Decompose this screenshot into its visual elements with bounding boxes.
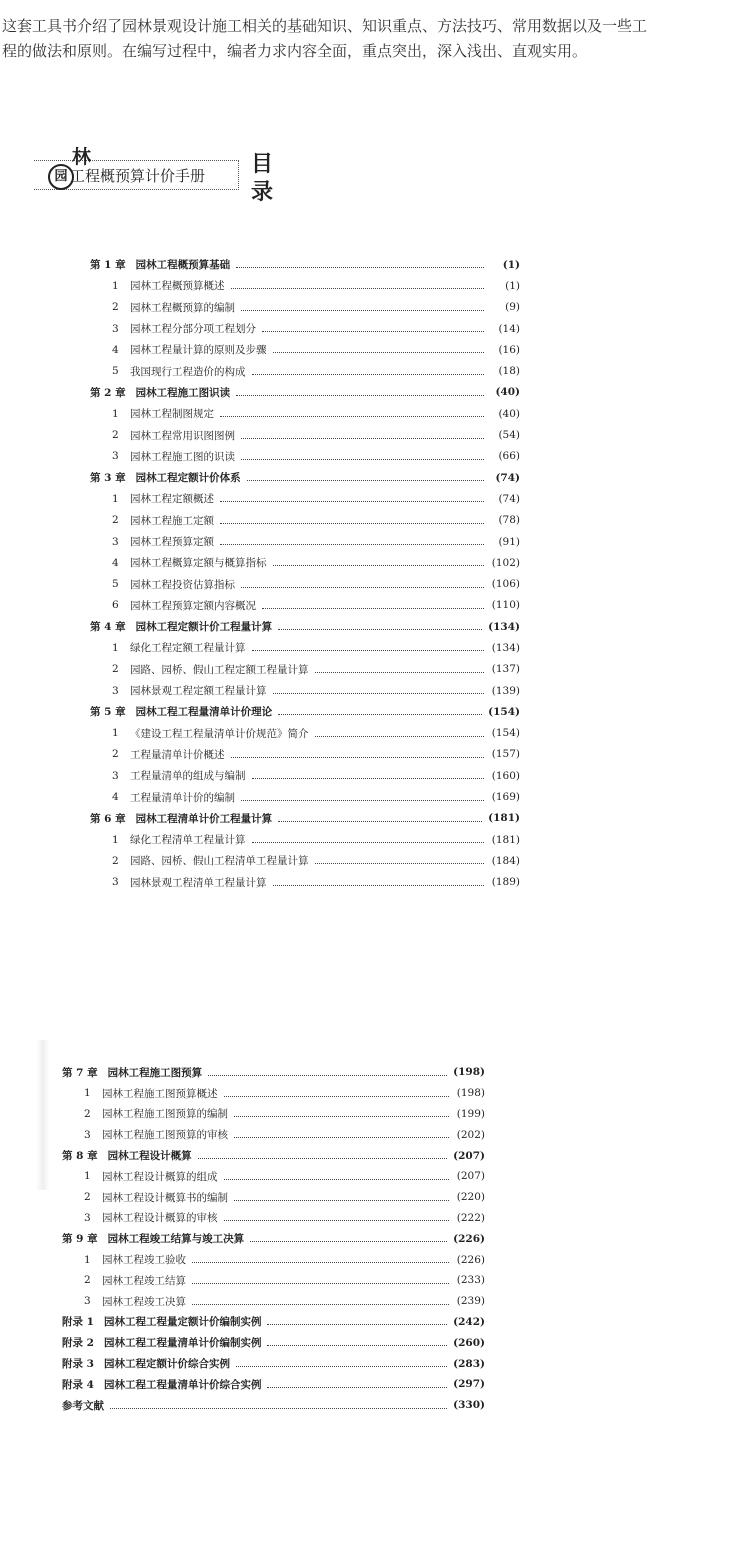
toc-page-number: (226) — [453, 1232, 485, 1245]
toc-dot-leader — [250, 1241, 447, 1242]
toc-entry-title: 园林工程设计概算的组成 — [102, 1170, 218, 1183]
toc-section-entry — [90, 318, 520, 339]
toc-page-number: (233) — [456, 1274, 485, 1287]
toc-page-number: (1) — [505, 279, 520, 292]
toc-dot-leader — [220, 523, 484, 524]
toc-page-number: (260) — [453, 1336, 485, 1349]
toc-entry-title: 工程量清单计价概述 — [130, 748, 225, 761]
toc-chapter-label: 第 2 章 — [90, 386, 126, 399]
toc-dot-leader — [192, 1304, 449, 1305]
toc-entry-title: 园林工程概算定额与概算指标 — [130, 557, 267, 570]
toc-chapter-entry — [62, 1374, 485, 1395]
toc-section-number: 1 — [112, 407, 119, 420]
toc-section-entry — [90, 531, 520, 552]
toc-section-entry — [90, 872, 520, 893]
toc-dot-leader — [241, 310, 484, 311]
toc-dot-leader — [315, 672, 485, 673]
toc-entry-title: 园林工程设计概算的审核 — [102, 1212, 218, 1225]
toc-chapter-entry — [90, 467, 520, 488]
toc-entry-title: 绿化工程清单工程量计算 — [130, 834, 246, 847]
toc-page-number: (106) — [491, 578, 520, 591]
toc-entry-title: 园林工程投资估算指标 — [130, 578, 235, 591]
toc-dot-leader — [231, 288, 485, 289]
toc-dot-leader — [231, 757, 485, 758]
toc-page-number: (154) — [488, 705, 520, 718]
toc-chapter-entry — [90, 808, 520, 829]
toc-section-number: 5 — [112, 578, 119, 591]
toc-entry-title: 园林工程竣工结算与竣工决算 — [107, 1233, 245, 1246]
toc-page-number: (134) — [488, 620, 520, 633]
toc-entry-title: 园林工程概预算的编制 — [130, 301, 235, 314]
toc-dot-leader — [252, 778, 485, 779]
toc-dot-leader — [224, 1220, 450, 1221]
toc-chapter-label: 附录 3 — [62, 1358, 94, 1371]
toc-chapter-label: 第 5 章 — [90, 706, 126, 719]
toc-entry-title: 园林工程预算定额 — [130, 536, 214, 548]
toc-page-number: (18) — [498, 365, 520, 378]
toc-entry-title: 园林景观工程定额工程量计算 — [130, 685, 267, 698]
toc-dot-leader — [267, 1387, 447, 1388]
toc-heading-char-2: 录 — [250, 179, 273, 205]
toc-section-entry — [62, 1166, 485, 1187]
intro-line-1: 这套工具书介绍了园林景观设计施工相关的基础知识、知识重点、方法技巧、常用数据以及一些工 — [2, 17, 648, 35]
toc-page-number: (14) — [498, 322, 520, 335]
toc-page-number: (330) — [453, 1399, 485, 1412]
toc-section-entry — [90, 403, 520, 424]
toc-section-entry — [90, 573, 520, 594]
toc-section-number: 1 — [112, 727, 119, 740]
toc-entry-title: 园林工程定额计价体系 — [135, 472, 241, 485]
toc-entry-title: 园林工程施工图预算 — [107, 1066, 203, 1079]
toc-dot-leader — [252, 374, 485, 375]
toc-chapter-label: 附录 4 — [62, 1378, 94, 1391]
toc-page-number: (137) — [491, 663, 520, 676]
toc-entry-title: 我国现行工程造价的构成 — [130, 365, 246, 378]
toc-dot-leader — [267, 1345, 447, 1346]
toc-section-number: 3 — [112, 450, 119, 463]
toc-dot-leader — [241, 459, 484, 460]
toc-dot-leader — [234, 1137, 449, 1138]
toc-page-number: (40) — [495, 386, 520, 399]
toc-page-number: (207) — [453, 1149, 485, 1162]
toc-section-number: 3 — [112, 769, 119, 782]
toc-section-number: 4 — [112, 343, 119, 356]
toc-page-number: (226) — [456, 1253, 485, 1266]
toc-section-entry — [90, 424, 520, 445]
toc-page-number: (169) — [491, 791, 520, 804]
toc-section-entry — [90, 680, 520, 701]
toc-entry-title: 园林景观工程清单工程量计算 — [130, 876, 267, 889]
toc-chapter-label: 第 7 章 — [62, 1066, 98, 1079]
toc-dot-leader — [315, 863, 485, 864]
toc-section-entry — [90, 723, 520, 744]
toc-page-number: (134) — [491, 641, 520, 654]
toc-chapter-label: 附录 2 — [62, 1337, 94, 1350]
toc-entry-title: 园林工程设计概算书的编制 — [102, 1191, 228, 1204]
toc-section-number: 1 — [112, 641, 119, 654]
toc-entry-title: 园林工程设计概算 — [107, 1150, 192, 1163]
toc-entry-title: 园林工程施工定额 — [130, 514, 214, 527]
toc-dot-leader — [224, 1179, 450, 1180]
toc-entry-title: 《建设工程工程量清单计价规范》简介 — [130, 727, 309, 740]
toc-entry-title: 园林工程制图规定 — [130, 408, 214, 421]
toc-page-number: (157) — [491, 748, 520, 761]
toc-entry-title: 园林工程施工图的识读 — [130, 450, 235, 463]
toc-chapter-label: 附录 1 — [62, 1316, 94, 1329]
toc-section-entry — [90, 637, 520, 658]
toc-section-entry — [62, 1270, 485, 1291]
toc-chapter-entry — [62, 1332, 485, 1353]
toc-section-number: 3 — [84, 1128, 91, 1141]
toc-chapter-label: 第 4 章 — [90, 621, 126, 634]
toc-section-number: 1 — [112, 833, 119, 846]
toc-section-entry — [90, 595, 520, 616]
toc-page-number: (242) — [453, 1315, 485, 1328]
toc-page-number: (220) — [456, 1191, 485, 1204]
toc-entry-title: 园林工程定额概述 — [130, 493, 214, 506]
toc-chapter-entry — [90, 701, 520, 722]
toc-entry-title: 园林工程竣工决算 — [102, 1295, 186, 1308]
toc-heading-char-1: 目 — [250, 151, 273, 177]
toc-section-number: 2 — [112, 854, 119, 867]
toc-section-entry — [90, 765, 520, 786]
toc-page-number: (9) — [505, 301, 520, 314]
toc-section-number: 3 — [84, 1211, 91, 1224]
toc-entry-title: 园林工程概预算概述 — [130, 280, 225, 293]
toc-dot-leader — [315, 736, 485, 737]
toc-page-number: (78) — [498, 514, 520, 527]
toc-chapter-label: 第 3 章 — [90, 472, 126, 485]
toc-section-entry — [90, 446, 520, 467]
toc-section-number: 3 — [112, 322, 119, 335]
toc-dot-leader — [236, 1366, 447, 1367]
toc-section-entry — [90, 339, 520, 360]
toc-page-number: (54) — [498, 429, 520, 442]
toc-dot-leader — [262, 331, 484, 332]
toc-section-entry — [62, 1083, 485, 1104]
toc-section-entry — [62, 1249, 485, 1270]
toc-page-number: (239) — [456, 1295, 485, 1308]
toc-page-number: (199) — [456, 1107, 485, 1120]
toc-section-entry — [90, 850, 520, 871]
toc-section-number: 2 — [84, 1107, 91, 1120]
toc-section-entry — [62, 1291, 485, 1312]
toc-page-number: (40) — [498, 407, 520, 420]
toc-page-number: (91) — [498, 535, 520, 548]
toc-page-number: (198) — [456, 1087, 485, 1100]
toc-dot-leader — [252, 650, 485, 651]
toc-section-number: 1 — [112, 279, 119, 292]
toc-entry-title: 园林工程竣工验收 — [102, 1254, 186, 1267]
toc-dot-leader — [192, 1283, 449, 1284]
toc-page-number: (16) — [498, 343, 520, 356]
toc-entry-title: 园林工程工程量定额计价编制实例 — [103, 1316, 262, 1329]
toc-page-number: (198) — [453, 1066, 485, 1079]
toc-section-number: 5 — [112, 365, 119, 378]
toc-section-number: 1 — [84, 1253, 91, 1266]
toc-chapter-entry — [62, 1312, 485, 1333]
toc-section-entry — [62, 1187, 485, 1208]
toc-section-number: 1 — [84, 1170, 91, 1183]
book-logo-icon: 园 — [48, 164, 74, 190]
toc-section-entry — [62, 1208, 485, 1229]
toc-page-number: (202) — [456, 1128, 485, 1141]
toc-section-entry — [90, 786, 520, 807]
toc-page-number: (189) — [491, 876, 520, 889]
toc-chapter-entry — [62, 1353, 485, 1374]
toc-entry-title: 园林工程施工图识读 — [135, 386, 231, 399]
toc-entry-title: 园林工程定额计价工程量计算 — [135, 621, 273, 634]
toc-section-entry — [90, 275, 520, 296]
toc-entry-title: 园林工程定额计价综合实例 — [103, 1358, 230, 1371]
toc-chapter-label: 第 9 章 — [62, 1233, 98, 1246]
toc-dot-leader — [198, 1158, 448, 1159]
toc-section-number: 2 — [112, 301, 119, 314]
toc-page-number: (74) — [495, 471, 520, 484]
toc-page-number: (139) — [491, 684, 520, 697]
toc-section-number: 3 — [84, 1295, 91, 1308]
toc-dot-leader — [273, 693, 485, 694]
toc-entry-title: 绿化工程定额工程量计算 — [130, 642, 246, 655]
toc-entry-title: 园林工程预算定额内容概况 — [130, 599, 256, 612]
scan-smudge — [36, 1040, 50, 1190]
toc-chapter-entry — [90, 616, 520, 637]
toc-entry-title: 园林工程工程量清单计价编制实例 — [103, 1337, 262, 1350]
toc-dot-leader — [234, 1116, 449, 1117]
toc-chapter-entry — [62, 1228, 485, 1249]
toc-dot-leader — [241, 587, 484, 588]
toc-section-number: 2 — [112, 663, 119, 676]
toc-entry-title: 园林工程常用识图图例 — [130, 429, 235, 442]
toc-section-number: 3 — [112, 535, 119, 548]
toc-entry-title: 园路、园桥、假山工程清单工程量计算 — [130, 855, 309, 868]
toc-entry-title: 园林工程工程量清单计价综合实例 — [103, 1378, 262, 1391]
book-subtitle: 工程概预算计价手册 — [70, 167, 206, 185]
toc-entry-title: 工程量清单计价的编制 — [130, 791, 235, 804]
toc-page-number: (297) — [453, 1378, 485, 1391]
toc-dot-leader — [278, 821, 482, 822]
toc-entry-title: 园林工程量计算的原则及步骤 — [130, 344, 267, 357]
toc-entry-title: 参考文献 — [62, 1399, 104, 1412]
toc-page-number: (181) — [488, 812, 520, 825]
toc-dot-leader — [273, 565, 485, 566]
toc-dot-leader — [220, 416, 484, 417]
toc-entry-title: 园路、园桥、假山工程定额工程量计算 — [130, 663, 309, 676]
toc-section-number: 3 — [112, 876, 119, 889]
toc-page-number: (74) — [498, 492, 520, 505]
toc-dot-leader — [278, 629, 482, 630]
toc-dot-leader — [208, 1075, 447, 1076]
toc-section-number: 2 — [112, 514, 119, 527]
toc-entry-title: 园林工程分部分项工程划分 — [130, 323, 256, 336]
intro-text — [2, 14, 748, 64]
toc-page-number: (222) — [456, 1211, 485, 1224]
toc-entry-title: 园林工程概预算基础 — [135, 259, 231, 272]
toc-dot-leader — [262, 608, 484, 609]
book-logo-lin: 林 — [72, 146, 92, 168]
toc-section-number: 1 — [84, 1087, 91, 1100]
toc-section-entry — [90, 488, 520, 509]
toc-page-number: (181) — [491, 833, 520, 846]
toc-section-entry — [90, 360, 520, 381]
toc-page-number: (154) — [491, 727, 520, 740]
toc-dot-leader — [247, 480, 484, 481]
toc-section-number: 2 — [112, 429, 119, 442]
toc-dot-leader — [224, 1096, 450, 1097]
toc-chapter-entry — [90, 382, 520, 403]
toc-section-number: 2 — [84, 1191, 91, 1204]
toc-section-entry — [90, 552, 520, 573]
toc-section-entry — [90, 744, 520, 765]
toc-section-number: 2 — [112, 748, 119, 761]
toc-dot-leader — [267, 1324, 447, 1325]
toc-entry-title: 园林工程施工图预算概述 — [102, 1087, 218, 1100]
toc-section-entry — [62, 1124, 485, 1145]
toc-entry-title: 园林工程施工图预算的审核 — [102, 1129, 228, 1142]
toc-dot-leader — [234, 1200, 449, 1201]
toc-entry-title: 园林工程工程量清单计价理论 — [135, 706, 273, 719]
toc-heading — [250, 150, 274, 206]
toc-page-number: (207) — [456, 1170, 485, 1183]
toc-section-number: 4 — [112, 556, 119, 569]
toc-page-number: (160) — [491, 769, 520, 782]
toc-section-number: 4 — [112, 791, 119, 804]
toc-list-part-1 — [90, 254, 520, 893]
toc-dot-leader — [236, 395, 484, 396]
toc-entry-title: 工程量清单的组成与编制 — [130, 770, 246, 783]
toc-chapter-label: 第 1 章 — [90, 259, 126, 272]
toc-section-entry — [90, 659, 520, 680]
toc-section-number: 6 — [112, 599, 119, 612]
toc-chapter-entry — [62, 1395, 485, 1416]
toc-page-number: (1) — [502, 258, 520, 271]
toc-dot-leader — [110, 1408, 447, 1409]
toc-page-number: (283) — [453, 1357, 485, 1370]
toc-section-entry — [90, 297, 520, 318]
toc-page-number: (184) — [491, 854, 520, 867]
toc-dot-leader — [236, 267, 484, 268]
toc-chapter-label: 第 8 章 — [62, 1150, 98, 1163]
toc-section-entry — [90, 510, 520, 531]
toc-page-number: (110) — [491, 599, 520, 612]
toc-entry-title: 园林工程施工图预算的编制 — [102, 1108, 228, 1121]
intro-line-2: 程的做法和原则。在编写过程中，编者力求内容全面，重点突出，深入浅出、直观实用。 — [2, 42, 588, 60]
toc-dot-leader — [241, 438, 484, 439]
toc-section-entry — [62, 1104, 485, 1125]
toc-page-number: (66) — [498, 450, 520, 463]
toc-list-part-2 — [62, 1062, 485, 1416]
toc-chapter-entry — [62, 1145, 485, 1166]
toc-dot-leader — [241, 800, 484, 801]
toc-chapter-entry — [90, 254, 520, 275]
toc-dot-leader — [192, 1262, 449, 1263]
toc-dot-leader — [273, 352, 485, 353]
toc-section-entry — [90, 829, 520, 850]
toc-dot-leader — [220, 501, 484, 502]
toc-dot-leader — [252, 842, 485, 843]
toc-dot-leader — [278, 714, 482, 715]
toc-section-number: 3 — [112, 684, 119, 697]
toc-section-number: 1 — [112, 492, 119, 505]
toc-chapter-entry — [62, 1062, 485, 1083]
toc-entry-title: 园林工程竣工结算 — [102, 1274, 186, 1287]
toc-page-number: (102) — [491, 556, 520, 569]
toc-dot-leader — [220, 544, 484, 545]
toc-chapter-label: 第 6 章 — [90, 812, 126, 825]
toc-entry-title: 园林工程清单计价工程量计算 — [135, 812, 273, 825]
toc-section-number: 2 — [84, 1274, 91, 1287]
toc-dot-leader — [273, 885, 485, 886]
